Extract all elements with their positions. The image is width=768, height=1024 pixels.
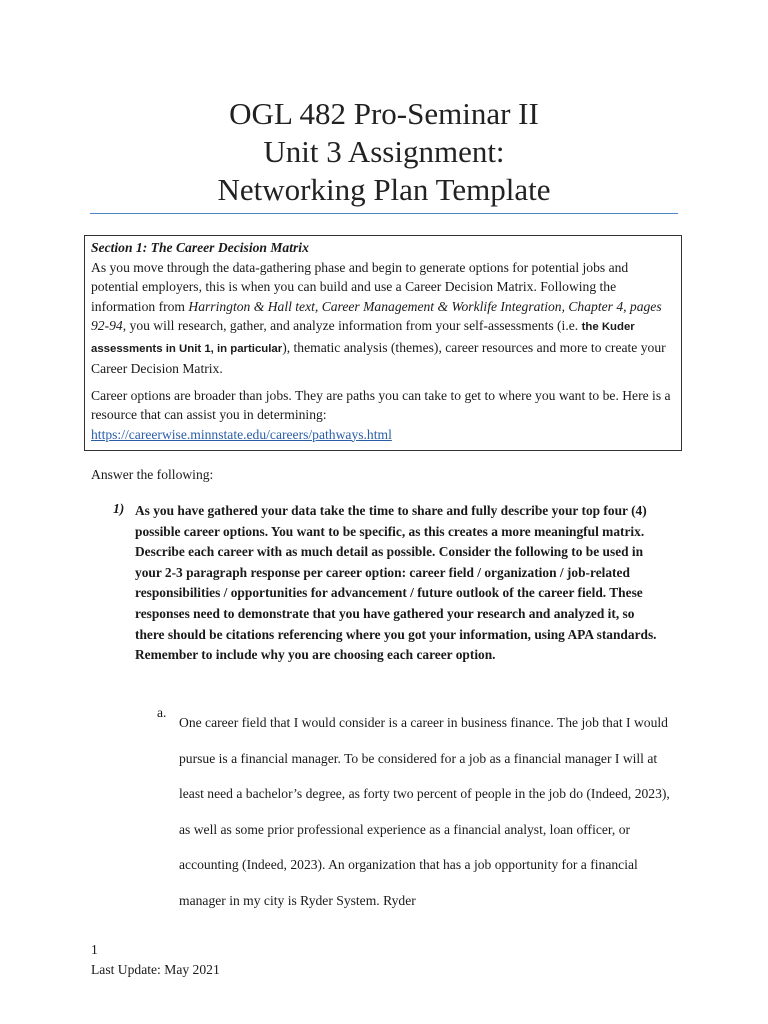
question-text: As you have gathered your data take the time to share and fully describe your top four (4) possible career options. You want to be specific, as this creates a more meaningful matrix. Describe each career with as much detail as possible. Consider the following to be used in your 2-3 paragraph response per career option: career field / organization / job-related responsibilities / opportunities for advancement / future outlook of the career field. These responses need to demonstrate that you have gathered your research and analyzed it, so there should be citations referencing where you got your information, using APA standards. Remember to include why you are choosing each career option. [135, 503, 657, 663]
document-title [0, 95, 768, 209]
page-footer [91, 940, 220, 980]
answer-text: One career field that I would consider is a career in business finance. The job that I would pursue is a financial manager. To be considered for a job as a financial manager I will at least need a bachelor’s degree, as forty two percent of people in the job do (Indeed, 2023), as well as some prior professional experience as a financial analyst, loan officer, or accounting (Indeed, 2023). An organization that has a job opportunity for a financial manager in my city is Ryder System. Ryder [179, 715, 670, 908]
section-1-paragraph-2 [91, 386, 675, 445]
answer-marker: a. [157, 705, 167, 720]
last-update: Last Update: May 2021 [91, 962, 220, 977]
section-1-heading: Section 1: The Career Decision Matrix [91, 240, 309, 255]
answer-intro: Answer the following: [91, 467, 214, 482]
p1-text-citation: Harrington & Hall text, Career Management & Worklife Integration, Chapter 4, pages 92-94 [91, 298, 662, 333]
p1-text-b: , you will research, gather, and analyze information from your self-assessments (i.e. [122, 318, 582, 333]
title-line-course: OGL 482 Pro-Seminar II [229, 96, 539, 131]
title-divider [90, 213, 678, 214]
question-number: 1) [113, 501, 125, 516]
p2-text: Career options are broader than jobs. They are paths you can take to get to where you want to be. Here is a resource that can assist you in determining: [91, 387, 671, 422]
section-1-paragraph-1 [91, 258, 675, 379]
page-number: 1 [91, 942, 98, 957]
p1-text-c: ), thematic analysis (themes), career resources and more to create your Career Decision Matrix. [91, 339, 666, 376]
title-line-template: Networking Plan Template [217, 172, 551, 207]
title-line-unit: Unit 3 Assignment: [263, 134, 505, 169]
p1-text-a: As you move through the data-gathering phase and begin to generate options for potential jobs and potential employers, this is when you can build and use a Career Decision Matrix. Following the information from [91, 259, 629, 314]
pathways-link[interactable]: https://careerwise.minnstate.edu/careers/pathways.html [91, 426, 392, 442]
p1-text-kuder: the Kuder assessments in Unit 1, in particular [91, 321, 635, 355]
section-1-box [84, 235, 682, 451]
